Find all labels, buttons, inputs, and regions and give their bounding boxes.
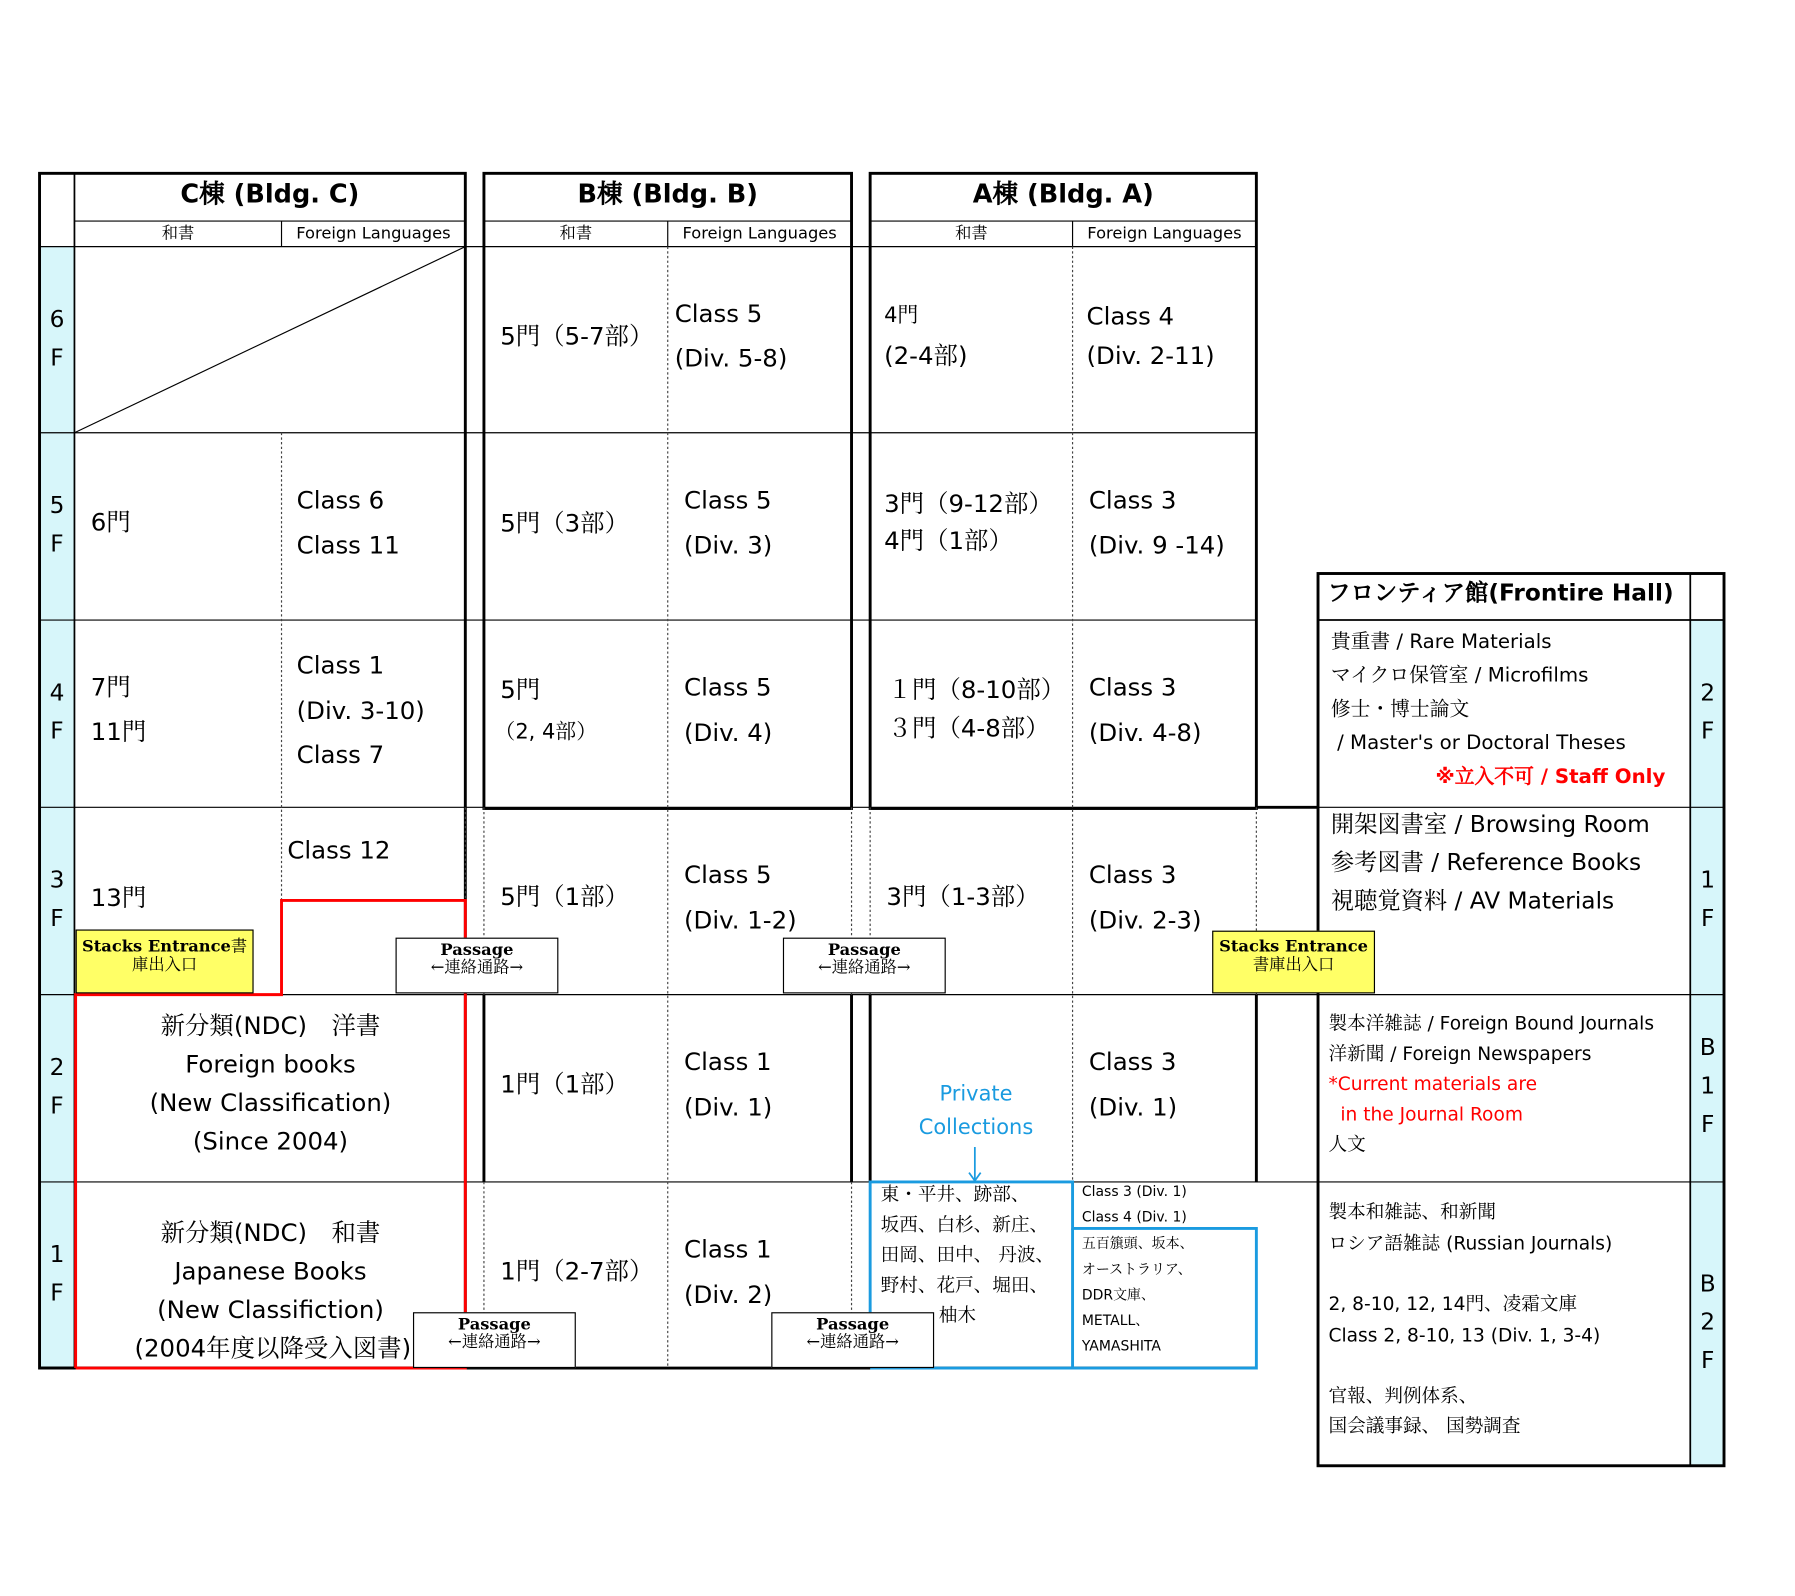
bldg-b-title: B棟 (Bldg. B) [577,180,758,210]
frontier-floor-2f: 2 F [1700,678,1716,745]
passage-title: Passage [440,941,514,960]
passage-3f-ba[interactable] [783,938,946,994]
a-1f-fl-4: METALL、 [1081,1312,1150,1329]
c-3f-ja: 13門 [90,884,147,913]
floor-label-6f: 6 F [49,304,65,372]
c-5f-fl-2: Class 11 [296,531,400,560]
frontier-2f-line-2: マイクロ保管室 / Microfilms [1330,664,1589,688]
b-2f-fl-1: Class 1 [684,1048,772,1077]
a-6f-ja-2: (2-4部) [884,342,968,370]
b-3f-fl-2: (Div. 1-2) [684,906,797,935]
a-5f-fl-2: (Div. 9 -14) [1088,531,1225,560]
a-2f-fl-2: (Div. 1) [1088,1093,1178,1122]
floor-label-4f: 4 F [49,678,65,745]
frontier-b1-line-1: 製本洋雑誌 / Foreign Bound Journals [1328,1012,1655,1035]
b-6f-fl-2: (Div. 5-8) [674,344,788,373]
passage-sub: ←連絡通路→ [448,1333,541,1353]
a-1f-fl-top-2: Class 4 (Div. 1) [1081,1208,1187,1225]
b-1f-fl-2: (Div. 2) [684,1280,773,1309]
b-6f-fl-1: Class 5 [674,300,763,329]
frontier-floor-b2f: B 2 F [1699,1269,1716,1374]
stacks-entrance-c[interactable] [76,929,254,993]
c-4f-fl-2: (Div. 3-10) [296,696,425,725]
frontier-b1-line-3: 人文 [1328,1133,1366,1156]
c-3f-fl: Class 12 [287,836,391,865]
frontier-b2-line-1: 製本和雑誌、和新聞 [1328,1200,1497,1223]
c-4f-fl-1: Class 1 [296,651,385,680]
a-6f-fl-1: Class 4 [1086,302,1175,331]
frontier-b1-note-1: *Current materials are [1328,1072,1538,1095]
a-4f-fl-2: (Div. 4-8) [1088,718,1202,747]
passage-3f-cb[interactable] [396,938,559,994]
b-1f-fl-1: Class 1 [684,1235,772,1264]
c-5f-ja: 6門 [90,508,131,537]
passage-sub: ←連絡通路→ [806,1333,899,1353]
passage-title: Passage [816,1315,890,1335]
b-6f-ja: 5門（5-7部） [500,322,654,351]
c-4f-fl-3: Class 7 [296,741,385,769]
c-1f-line-2: Japanese Books [174,1257,367,1286]
a-1f-fl-3: DDR文庫、 [1081,1286,1155,1303]
b-5f-ja: 5門（3部） [500,509,630,538]
a-1f-fl-top-1: Class 3 (Div. 1) [1081,1183,1187,1200]
frontier-title: フロンティア館(Frontire Hall) [1327,578,1674,607]
b-4f-ja-1: 5門 [500,675,541,704]
floor-label-1f: 1 F [49,1240,65,1307]
frontier-2f-line-1: 貴重書 / Rare Materials [1330,630,1552,654]
c-2f-line-2: Foreign books [185,1050,356,1079]
c-5f-fl-1: Class 6 [296,486,385,515]
frontier-2f-line-4: / Master's or Doctoral Theses [1330,731,1626,755]
a-1f-private-3: 田岡、田中、 丹波、 [880,1243,1055,1266]
a-1f-fl-1: 五百籏頭、坂本、 [1081,1235,1194,1252]
frontier-2f-note: ※立入不可 / Staff Only [1435,765,1666,789]
a-5f-ja-1: 3門（9-12部） [884,489,1053,518]
a-4f-fl-1: Class 3 [1088,673,1177,702]
passage-sub: ←連絡通路→ [430,959,524,978]
b-3f-fl-1: Class 5 [684,860,772,889]
b-5f-fl-2: (Div. 3) [684,531,773,560]
a-1f-private-1: 東・平井、跡部、 [880,1183,1030,1206]
bldg-a-col-ja: 和書 [955,224,988,244]
floor-label-3f: 3 F [49,865,65,932]
b-1f-ja: 1門（2-7部） [500,1257,654,1286]
frontier-floor-1f: 1 F [1700,865,1716,932]
c-2f-line-1: 新分類(NDC) 洋書 [160,1012,381,1040]
bldg-c-col-fl: Foreign Languages [296,224,451,244]
passage-title: Passage [457,1315,531,1335]
c-2f-line-3: (New Classification) [149,1088,392,1117]
c-1f-line-4: (2004年度以降受入図書) [134,1334,412,1363]
frontier-1f-line-1: 開架図書室 / Browsing Room [1330,809,1650,838]
passage-sub: ←連絡通路→ [818,959,911,978]
a-3f-fl-2: (Div. 2-3) [1088,906,1202,935]
entrance-sub: 書庫出入口 [1252,956,1335,975]
b-2f-ja: 1門（1部） [500,1070,630,1099]
a-1f-fl-2: オーストラリア、 [1081,1261,1192,1278]
a-1f-private-2: 坂西、白杉、新庄、 [880,1213,1049,1236]
c-1f-line-3: (New Classifiction) [157,1295,384,1324]
bldg-c-title: C棟 (Bldg. C) [180,180,360,210]
bldg-a-col-fl: Foreign Languages [1087,224,1242,244]
a-6f-ja-1: 4門 [884,303,919,329]
a-2f-fl-1: Class 3 [1088,1048,1177,1077]
frontier-1f-line-2: 参考図書 / Reference Books [1330,848,1642,876]
frontier-b1-line-2: 洋新聞 / Foreign Newspapers [1328,1042,1592,1065]
a-3f-ja: 3門（1-3部） [886,882,1040,911]
b-4f-ja-2: （2, 4部） [494,720,598,745]
bldg-c-col-ja: 和書 [161,224,195,244]
b-2f-fl-2: (Div. 1) [684,1093,773,1122]
entrance-title: Stacks Entrance [81,937,231,957]
b-3f-ja: 5門（1部） [500,882,630,911]
frontier-b2-line-6: 国会議事録、 国勢調査 [1328,1414,1521,1437]
c-4f-ja-2: 11門 [90,717,147,746]
bldg-b-col-ja: 和書 [559,224,593,244]
floor-label-5f: 5 F [49,490,65,558]
frontier-b2-line-4: Class 2, 8-10, 13 (Div. 1, 3-4) [1328,1323,1601,1346]
c-1f-line-1: 新分類(NDC) 和書 [160,1219,381,1248]
passage-title: Passage [827,941,901,960]
a-4f-ja-2: ３門（4-8部） [887,714,1050,743]
a-1f-private-5: 柚木 [938,1304,977,1327]
passage-1f-cb[interactable] [413,1312,576,1368]
frontier-b2-line-3: 2, 8-10, 12, 14門、凌霜文庫 [1328,1292,1578,1315]
a-5f-fl-1: Class 3 [1088,486,1177,515]
floor-label-2f: 2 F [49,1052,65,1120]
b-5f-fl-1: Class 5 [684,486,772,515]
a-2f-private-1: Private [939,1081,1013,1107]
a-4f-ja-1: １門（8-10部） [887,675,1066,704]
b-4f-fl-2: (Div. 4) [684,718,773,747]
frontier-floor-b1f: B 1 F [1699,1033,1716,1138]
bldg-b-col-fl: Foreign Languages [682,224,837,244]
entrance-sub: 書庫出入口 [132,937,248,975]
a-6f-fl-2: (Div. 2-11) [1086,342,1215,370]
frontier-b2-line-5: 官報、判例体系、 [1328,1384,1478,1407]
entrance-title: Stacks Entrance [1219,937,1369,957]
frontier-1f-line-3: 視聴覚資料 / AV Materials [1330,886,1615,915]
b-4f-fl-1: Class 5 [684,673,772,702]
c-2f-line-4: (Since 2004) [192,1127,349,1156]
frontier-2f-line-3: 修士・博士論文 [1330,697,1470,722]
a-1f-private-4: 野村、花戸、堀田、 [880,1273,1049,1296]
a-3f-fl-1: Class 3 [1088,860,1177,889]
bldg-a-title: A棟 (Bldg. A) [972,180,1154,210]
c-4f-ja-1: 7門 [90,673,131,702]
frontier-b1-note-2: in the Journal Room [1328,1102,1523,1125]
passage-1f-ba[interactable] [771,1312,934,1368]
a-1f-fl-5: YAMASHITA [1081,1337,1161,1355]
stacks-entrance-frontier[interactable] [1212,931,1375,994]
a-5f-ja-2: 4門（1部） [884,526,1013,555]
frontier-b2-line-2: ロシア語雑誌 (Russian Journals) [1328,1231,1613,1255]
a-2f-private-2: Collections [918,1115,1034,1141]
